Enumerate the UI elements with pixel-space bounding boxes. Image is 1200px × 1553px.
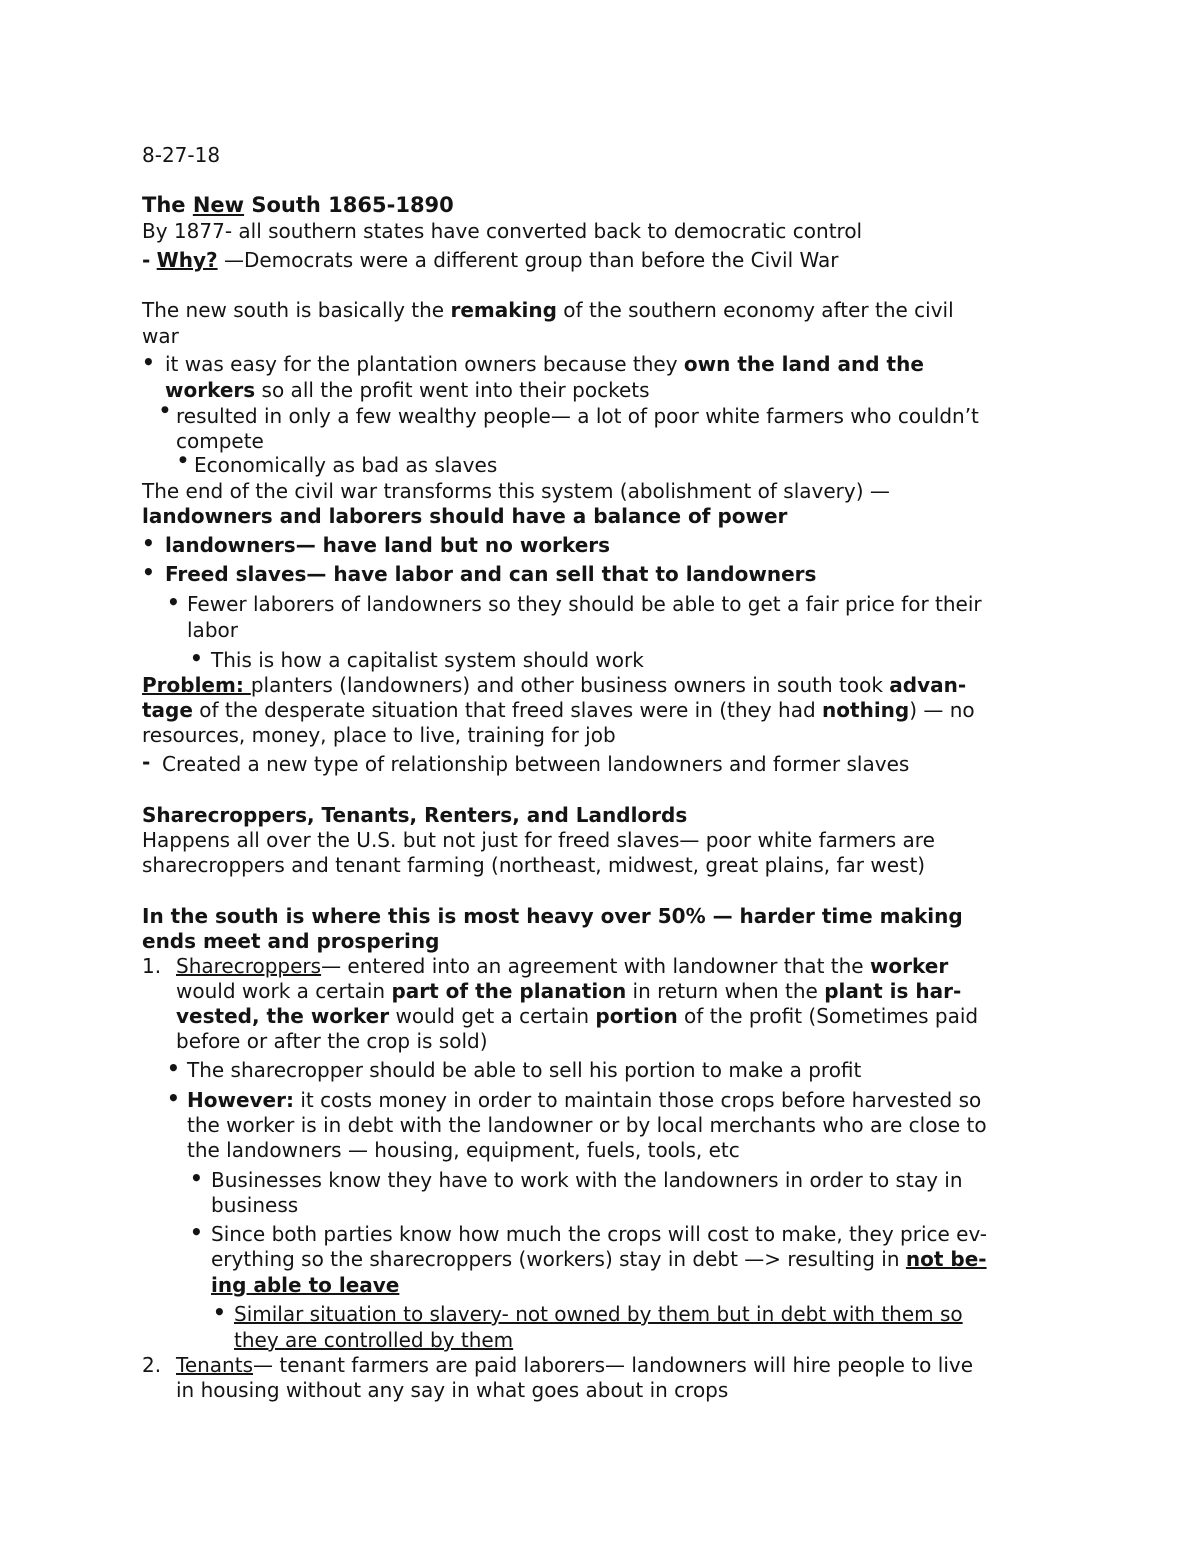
bullet-item-cont: labor <box>187 618 238 642</box>
bullet-icon: ● <box>161 405 169 415</box>
text-line: The new south is basically the remaking of the southern economy after the civil <box>142 298 954 322</box>
note-date: 8-27-18 <box>142 143 221 167</box>
bullet-item: However: it costs money in order to maintain those crops before harvested so <box>187 1088 982 1112</box>
list-item-cont: vested, the worker would get a certain portion of the profit (Sometimes paid <box>176 1004 979 1028</box>
list-number: 1. <box>142 954 162 978</box>
text-line: By 1877- all southern states have converted back to democratic control <box>142 219 863 243</box>
bullet-icon: • <box>142 350 155 374</box>
bullet-icon: • <box>142 560 155 584</box>
bullet-item: This is how a capitalist system should work <box>211 648 644 672</box>
bullet-icon: • <box>167 1056 180 1080</box>
section-title-new-south: The New South 1865-1890 <box>142 193 454 217</box>
bullet-item: it was easy for the plantation owners because they own the land and the <box>165 352 924 376</box>
bullet-item: Since both parties know how much the crops will cost to make, they price ev- <box>211 1222 988 1246</box>
text-line: war <box>142 324 179 348</box>
bullet-item-cont: ing able to leave <box>211 1273 400 1297</box>
dash-icon: - <box>142 750 151 774</box>
bullet-item: The sharecropper should be able to sell his portion to make a profit <box>187 1058 862 1082</box>
bullet-item-cont: the landowners — housing, equipment, fuels, tools, etc <box>187 1138 740 1162</box>
text-line: sharecroppers and tenant farming (northeast, midwest, great plains, far west) <box>142 853 926 877</box>
list-item: Sharecroppers— entered into an agreement with landowner that the worker <box>176 954 949 978</box>
list-item: Tenants— tenant farmers are paid laborers— landowners will hire people to live <box>176 1353 974 1377</box>
bullet-item-cont: compete <box>176 429 264 453</box>
bullet-icon: • <box>213 1300 226 1324</box>
bullet-icon: • <box>190 646 203 670</box>
bullet-item: Similar situation to slavery- not owned by them but in debt with them so <box>234 1302 963 1326</box>
bullet-item: Economically as bad as slaves <box>194 453 498 477</box>
text-line: Created a new type of relationship between landowners and former slaves <box>162 752 910 776</box>
why-line: - Why? —Democrats were a different group than before the Civil War <box>142 248 839 272</box>
text-line: The end of the civil war transforms this system (abolishment of slavery) — <box>142 479 890 503</box>
text-line: Happens all over the U.S. but not just for freed slaves— poor white farmers are <box>142 828 935 852</box>
bullet-item-cont: business <box>211 1193 299 1217</box>
problem-line: Problem: planters (landowners) and other business owners in south took advan- <box>142 673 967 697</box>
bullet-item-cont: the worker is in debt with the landowner or by local merchants who are close to <box>187 1113 987 1137</box>
bold-line: In the south is where this is most heavy over 50% — harder time making <box>142 904 963 928</box>
bullet-icon: • <box>190 1166 203 1190</box>
bullet-icon: • <box>142 531 155 555</box>
bullet-item: Freed slaves— have labor and can sell that to landowners <box>165 562 817 586</box>
text-line: tage of the desperate situation that freed slaves were in (they had nothing) — no <box>142 698 975 722</box>
bullet-item-cont: they are controlled by them <box>234 1328 514 1352</box>
bullet-item: landowners— have land but no workers <box>165 533 611 557</box>
bullet-item: Businesses know they have to work with the landowners in order to stay in <box>211 1168 963 1192</box>
list-item-cont: before or after the crop is sold) <box>176 1029 488 1053</box>
bullet-item: Fewer laborers of landowners so they should be able to get a fair price for their <box>187 592 982 616</box>
bold-line: landowners and laborers should have a balance of power <box>142 504 788 528</box>
list-item-cont: would work a certain part of the planation in return when the plant is har- <box>176 979 962 1003</box>
bullet-icon: • <box>167 1086 180 1110</box>
bullet-item-cont: erything so the sharecroppers (workers) stay in debt —> resulting in not be- <box>211 1247 987 1271</box>
text-line: resources, money, place to live, training for job <box>142 723 616 747</box>
section-title-sharecroppers: Sharecroppers, Tenants, Renters, and Landlords <box>142 803 688 827</box>
bullet-icon: ● <box>179 455 187 465</box>
bullet-item-cont: workers so all the profit went into their pockets <box>165 378 650 402</box>
bullet-item: resulted in only a few wealthy people— a lot of poor white farmers who couldn’t <box>176 404 979 428</box>
bullet-icon: • <box>167 590 180 614</box>
bullet-icon: • <box>190 1220 203 1244</box>
list-number: 2. <box>142 1353 162 1377</box>
list-item-cont: in housing without any say in what goes about in crops <box>176 1378 729 1402</box>
bold-line: ends meet and prospering <box>142 929 440 953</box>
